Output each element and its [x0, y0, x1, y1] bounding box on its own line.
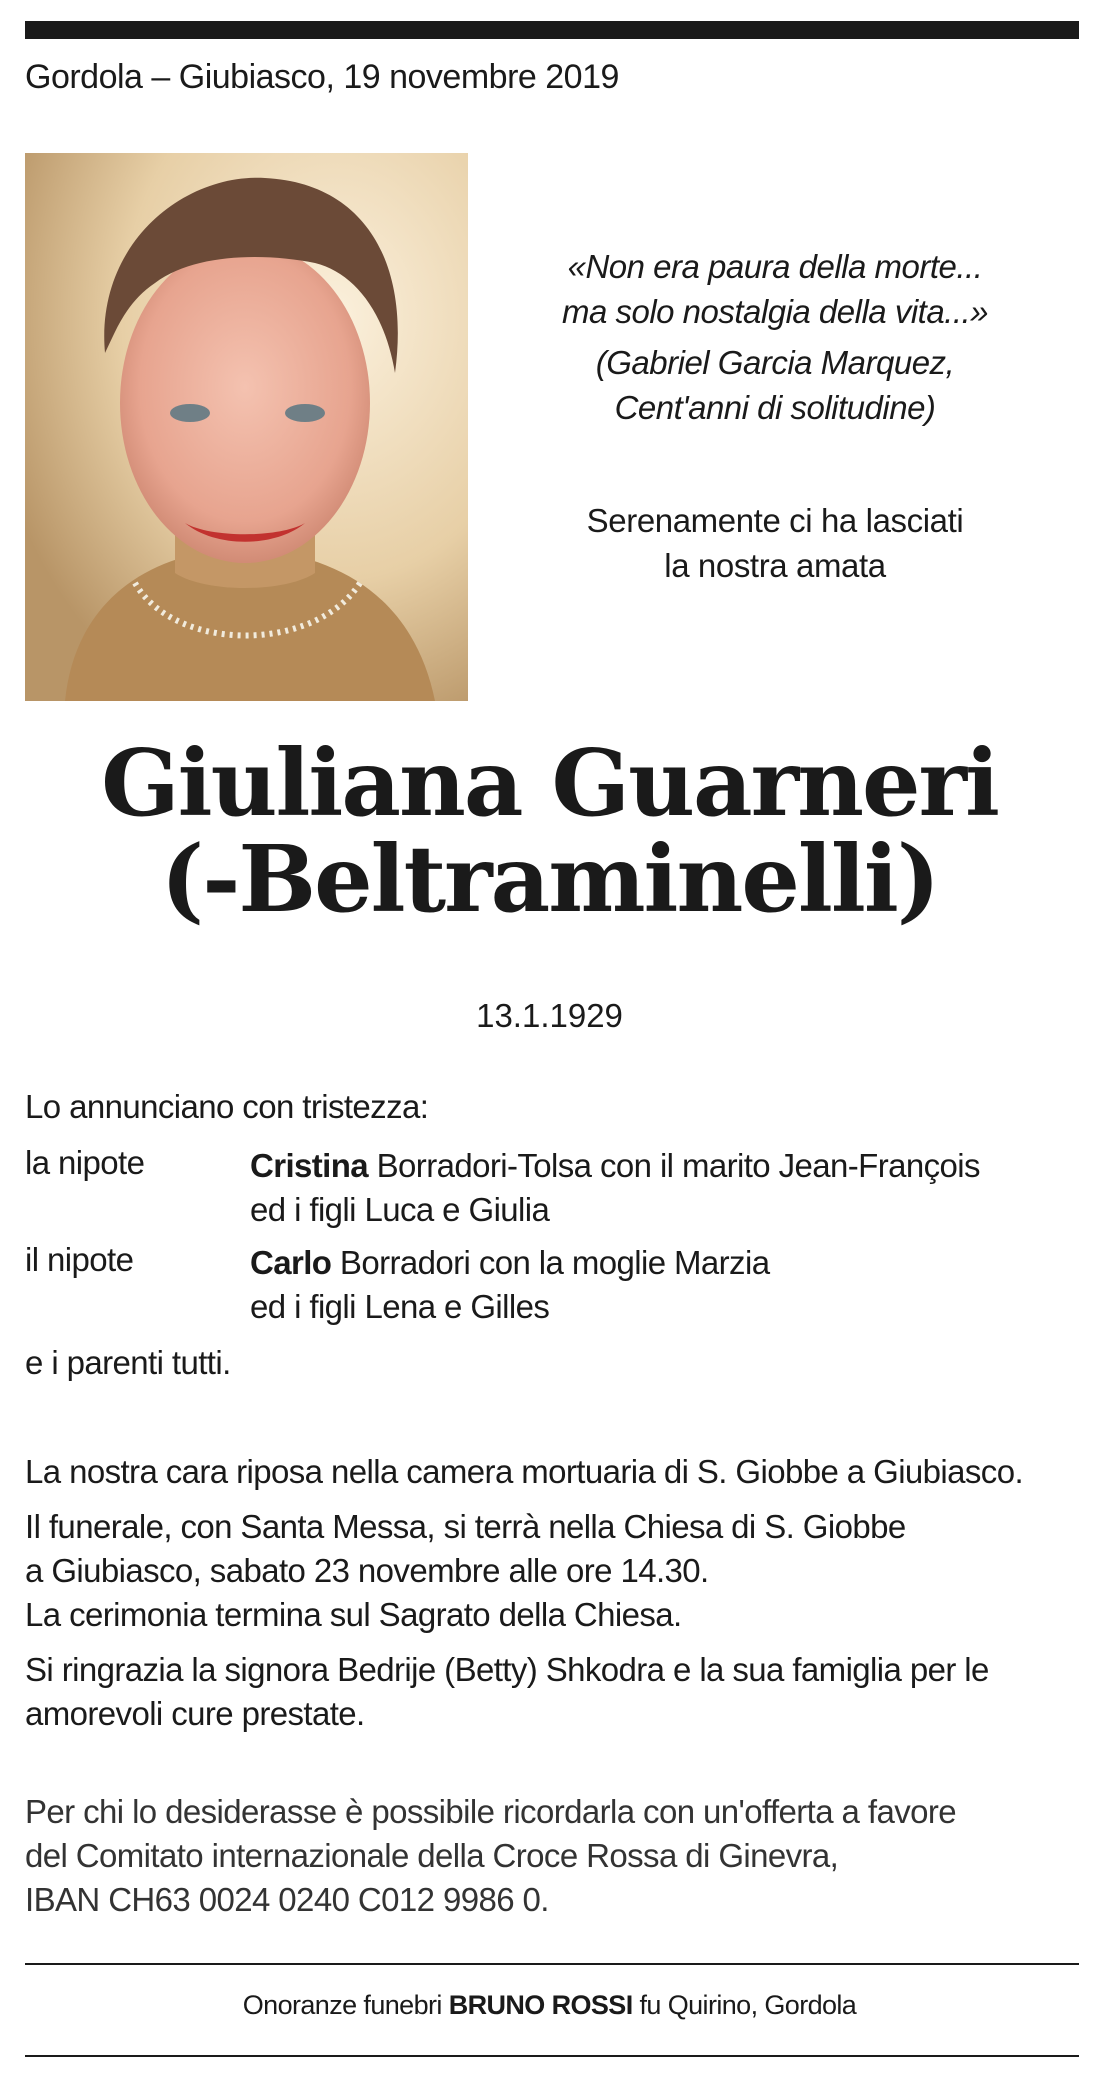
thanks-text: [25, 1648, 1085, 1736]
donation-line-1: Per chi lo desiderasse è possibile ricordarla con un'offerta a favore: [25, 1793, 956, 1830]
relative-children: ed i figli Lena e Gilles: [250, 1288, 550, 1325]
donation-iban: IBAN CH63 0024 0240 C012 9986 0.: [25, 1881, 549, 1918]
deceased-name-block: [0, 729, 1099, 933]
funeral-line-2: a Giubiasco, sabato 23 novembre alle ore 14.30.: [25, 1552, 709, 1589]
funeral-details: [25, 1505, 1085, 1637]
intro-line-1: Serenamente ci ha lasciati: [586, 502, 964, 539]
top-rule: [25, 21, 1079, 39]
funeral-line-1: Il funerale, con Santa Messa, si terrà nella Chiesa di S. Giobbe: [25, 1508, 906, 1545]
relative-children: ed i figli Luca e Giulia: [250, 1191, 550, 1228]
relative-names: [250, 1144, 980, 1232]
footer-company: BRUNO ROSSI: [448, 1990, 633, 2020]
footer-rule-top: [25, 1963, 1079, 1965]
intro-text: [520, 498, 1030, 588]
funeral-line-3: La cerimonia termina sul Sagrato della Chiesa.: [25, 1596, 682, 1633]
quote-author: (Gabriel Garcia Marquez,: [595, 344, 955, 381]
rest-place-text: La nostra cara riposa nella camera mortuaria di S. Giobbe a Giubiasco.: [25, 1453, 1024, 1490]
relative-detail: Borradori con la moglie Marzia: [331, 1244, 770, 1281]
quote-line-2: ma solo nostalgia della vita...»: [561, 293, 989, 330]
deceased-maiden-name: (-Beltraminelli): [160, 825, 939, 933]
quote-work: Cent'anni di solitudine): [614, 389, 936, 426]
quote-line-1: «Non era paura della morte...: [567, 248, 983, 285]
relative-names: [250, 1241, 769, 1329]
relative-first-name: Carlo: [250, 1244, 332, 1281]
donation-text: [25, 1790, 1085, 1922]
relative-detail: Borradori-Tolsa con il marito Jean-François: [368, 1147, 980, 1184]
deceased-name: Giuliana Guarneri: [101, 729, 998, 837]
footer-suffix: fu Quirino, Gordola: [632, 1990, 857, 2020]
relative-role: il nipote: [25, 1241, 134, 1278]
announcement-lead: Lo annunciano con tristezza:: [25, 1088, 429, 1125]
footer-prefix: Onoranze funebri: [242, 1990, 449, 2020]
thanks-line-1: Si ringrazia la signora Bedrije (Betty) Shkodra e la sua famiglia per le: [25, 1651, 989, 1688]
portrait-photo: [25, 153, 468, 701]
funeral-home-credit: [0, 1990, 1099, 2021]
relative-role: la nipote: [25, 1144, 145, 1181]
place-date: Gordola – Giubiasco, 19 novembre 2019: [25, 58, 619, 96]
intro-line-2: la nostra amata: [664, 547, 886, 584]
footer-rule-bottom: [25, 2055, 1079, 2057]
donation-line-2: del Comitato internazionale della Croce Rossa di Ginevra,: [25, 1837, 839, 1874]
thanks-line-2: amorevoli cure prestate.: [25, 1695, 365, 1732]
quote-block: [520, 244, 1030, 430]
birth-date: 13.1.1929: [476, 997, 623, 1034]
relative-first-name: Cristina: [250, 1147, 369, 1184]
announcement-closing: e i parenti tutti.: [25, 1344, 231, 1381]
